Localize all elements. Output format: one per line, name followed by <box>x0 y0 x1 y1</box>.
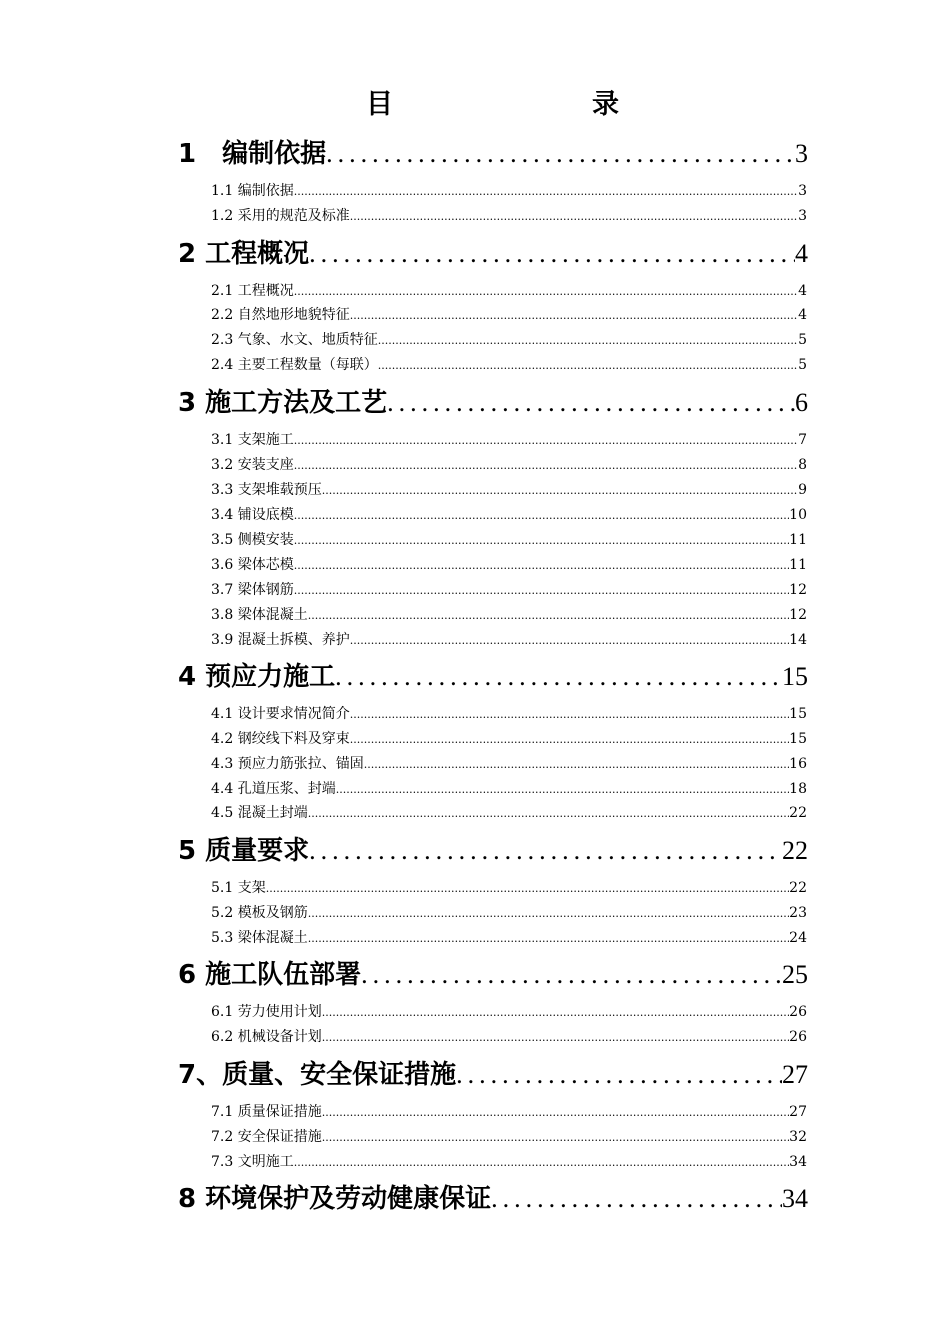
toc-entry-label: 2.3 气象、水文、地质特征 <box>211 332 378 348</box>
toc-entry-3-9[interactable] <box>211 630 807 650</box>
toc-leader-dots <box>456 1057 782 1093</box>
toc-entry-label: 3.6 梁体芯模 <box>211 557 294 573</box>
toc-leader-dots <box>350 705 789 725</box>
toc-leader-dots <box>322 1028 789 1048</box>
toc-entry-3-2[interactable] <box>211 455 807 475</box>
toc-entry-label: 3.8 梁体混凝土 <box>211 607 308 623</box>
toc-leader-dots <box>294 456 798 476</box>
toc-entry-1-2[interactable] <box>211 206 807 226</box>
toc-page-number: 12 <box>789 607 807 623</box>
toc-page-number: 25 <box>782 960 808 989</box>
toc-leader-dots <box>378 356 798 376</box>
toc-leader-dots <box>308 804 789 824</box>
toc-page-number: 11 <box>789 532 807 548</box>
toc-page-number: 6 <box>795 388 808 417</box>
toc-leader-dots <box>294 556 789 576</box>
toc-title-char-2: 录 <box>592 89 619 120</box>
toc-entry-4-4[interactable] <box>211 779 807 799</box>
toc-page-number: 15 <box>789 731 807 747</box>
toc-leader-dots <box>294 531 789 551</box>
toc-entry-label: 4.5 混凝土封端 <box>211 805 308 821</box>
toc-page-number: 4 <box>798 283 807 299</box>
toc-chapter-4[interactable] <box>178 659 808 695</box>
toc-entry-label: 2.1 工程概况 <box>211 283 294 299</box>
toc-entry-label: 7.1 质量保证措施 <box>211 1104 322 1120</box>
toc-page-number: 10 <box>789 507 807 523</box>
toc-page-number: 5 <box>798 332 807 348</box>
toc-leader-dots <box>322 481 798 501</box>
toc-page-number: 18 <box>789 781 807 797</box>
toc-entry-label: 4.3 预应力筋张拉、锚固 <box>211 756 364 772</box>
toc-page-number: 4 <box>795 239 808 268</box>
toc-chapter-2[interactable] <box>178 236 808 272</box>
toc-page-number: 22 <box>789 805 807 821</box>
toc-entry-label: 7.2 安全保证措施 <box>211 1129 322 1145</box>
toc-page-number: 9 <box>798 482 807 498</box>
toc-entry-label: 4.2 钢绞线下料及穿束 <box>211 731 350 747</box>
toc-chapter-label: 1 编制依据 <box>178 139 327 169</box>
toc-leader-dots <box>294 282 798 302</box>
toc-chapter-label: 3 施工方法及工艺 <box>178 388 388 418</box>
toc-page-number: 34 <box>789 1154 807 1170</box>
toc-chapter-5[interactable] <box>178 833 808 869</box>
toc-leader-dots <box>322 1003 789 1023</box>
toc-page-number: 3 <box>795 139 808 168</box>
toc-entry-6-1[interactable] <box>211 1002 807 1022</box>
toc-entry-label: 4.4 孔道压浆、封端 <box>211 781 336 797</box>
toc-page-number: 12 <box>789 582 807 598</box>
toc-leader-dots <box>309 833 782 869</box>
toc-entry-1-1[interactable] <box>211 181 807 201</box>
toc-title-char-1: 目 <box>366 89 393 120</box>
toc-leader-dots <box>322 1103 789 1123</box>
toc-page-number: 5 <box>798 357 807 373</box>
toc-page-number: 15 <box>789 706 807 722</box>
toc-entry-5-1[interactable] <box>211 878 807 898</box>
toc-entry-3-4[interactable] <box>211 505 807 525</box>
toc-leader-dots <box>294 506 789 526</box>
toc-entry-3-7[interactable] <box>211 580 807 600</box>
toc-chapter-6[interactable] <box>178 957 808 993</box>
toc-leader-dots <box>361 957 782 993</box>
toc-chapter-7[interactable] <box>178 1057 808 1093</box>
toc-chapter-label: 4 预应力施工 <box>178 662 336 692</box>
toc-entry-label: 2.4 主要工程数量（每联） <box>211 357 378 373</box>
toc-entry-label: 1.2 采用的规范及标准 <box>211 208 350 224</box>
toc-page-number: 16 <box>789 756 807 772</box>
toc-leader-dots <box>491 1181 782 1217</box>
toc-chapter-label: 6 施工队伍部署 <box>178 960 362 990</box>
toc-entry-3-1[interactable] <box>211 430 807 450</box>
toc-page-number: 11 <box>789 557 807 573</box>
toc-page-number: 32 <box>789 1129 807 1145</box>
toc-leader-dots <box>387 385 795 421</box>
toc-entry-label: 3.2 安装支座 <box>211 457 294 473</box>
toc-entry-7-1[interactable] <box>211 1102 807 1122</box>
toc-page-number: 15 <box>782 662 808 691</box>
toc-page-number: 27 <box>782 1060 808 1089</box>
toc-page-number: 27 <box>789 1104 807 1120</box>
toc-entry-label: 4.1 设计要求情况简介 <box>211 706 350 722</box>
toc-leader-dots <box>294 431 798 451</box>
toc-page-number: 14 <box>789 632 807 648</box>
toc-entry-label: 2.2 自然地形地貌特征 <box>211 307 350 323</box>
toc-page-number: 8 <box>798 457 807 473</box>
toc-chapter-8[interactable] <box>178 1181 808 1217</box>
toc-entry-label: 5.1 支架 <box>211 880 266 896</box>
toc-leader-dots <box>350 730 789 750</box>
toc-page-number: 26 <box>789 1004 807 1020</box>
toc-page-number: 24 <box>789 930 807 946</box>
toc-leader-dots <box>309 236 795 272</box>
toc-page-number: 4 <box>798 307 807 323</box>
toc-entry-label: 3.5 侧模安装 <box>211 532 294 548</box>
toc-entry-label: 3.9 混凝土拆模、养护 <box>211 632 350 648</box>
toc-leader-dots <box>350 306 798 326</box>
toc-leader-dots <box>308 606 789 626</box>
toc-chapter-1[interactable] <box>178 136 808 172</box>
toc-entry-label: 3.3 支架堆载预压 <box>211 482 322 498</box>
toc-leader-dots <box>326 136 795 172</box>
toc-leader-dots <box>378 331 798 351</box>
toc-entry-label: 3.4 铺设底模 <box>211 507 294 523</box>
toc-entry-label: 7.3 文明施工 <box>211 1154 294 1170</box>
toc-entry-4-1[interactable] <box>211 704 807 724</box>
toc-page-number: 22 <box>789 880 807 896</box>
toc-entry-4-2[interactable] <box>211 729 807 749</box>
toc-leader-dots <box>308 904 789 924</box>
toc-entry-3-3[interactable] <box>211 480 807 500</box>
toc-entry-3-6[interactable] <box>211 555 807 575</box>
toc-chapter-label: 8 环境保护及劳动健康保证 <box>178 1184 492 1214</box>
toc-entry-label: 6.2 机械设备计划 <box>211 1029 322 1045</box>
toc-entry-label: 1.1 编制依据 <box>211 183 294 199</box>
toc-leader-dots <box>308 929 789 949</box>
toc-page-number: 22 <box>782 836 808 865</box>
toc-leader-dots <box>335 659 782 695</box>
toc-entry-2-1[interactable] <box>211 281 807 301</box>
toc-entry-label: 5.3 梁体混凝土 <box>211 930 308 946</box>
toc-chapter-label: 5 质量要求 <box>178 836 310 866</box>
toc-entry-3-8[interactable] <box>211 605 807 625</box>
toc-leader-dots <box>294 182 798 202</box>
toc-entry-3-5[interactable] <box>211 530 807 550</box>
toc-entry-6-2[interactable] <box>211 1027 807 1047</box>
toc-entry-label: 5.2 模板及钢筋 <box>211 905 308 921</box>
toc-leader-dots <box>322 1128 789 1148</box>
toc-page-number: 7 <box>798 432 807 448</box>
toc-leader-dots <box>266 879 789 899</box>
toc-entry-2-2[interactable] <box>211 305 807 325</box>
toc-title <box>0 88 950 122</box>
toc-leader-dots <box>350 207 798 227</box>
toc-chapter-label: 2 工程概况 <box>178 239 310 269</box>
toc-chapter-3[interactable] <box>178 385 808 421</box>
toc-page-number: 3 <box>798 208 807 224</box>
toc-page-number: 34 <box>782 1184 808 1213</box>
toc-chapter-label: 7、质量、安全保证措施 <box>178 1060 457 1090</box>
toc-entry-5-3[interactable] <box>211 928 807 948</box>
toc-leader-dots <box>294 581 789 601</box>
toc-entry-5-2[interactable] <box>211 903 807 923</box>
toc-leader-dots <box>336 780 789 800</box>
toc-entry-7-3[interactable] <box>211 1152 807 1172</box>
toc-leader-dots <box>350 631 789 651</box>
toc-entry-4-5[interactable] <box>211 803 807 823</box>
toc-entry-label: 3.7 梁体钢筋 <box>211 582 294 598</box>
toc-entry-label: 3.1 支架施工 <box>211 432 294 448</box>
toc-leader-dots <box>364 755 789 775</box>
toc-entry-4-3[interactable] <box>211 754 807 774</box>
toc-entry-2-4[interactable] <box>211 355 807 375</box>
toc-entry-label: 6.1 劳力使用计划 <box>211 1004 322 1020</box>
toc-page-number: 3 <box>798 183 807 199</box>
toc-leader-dots <box>294 1153 789 1173</box>
toc-page-number: 26 <box>789 1029 807 1045</box>
toc-entry-7-2[interactable] <box>211 1127 807 1147</box>
toc-page-number: 23 <box>789 905 807 921</box>
toc-entry-2-3[interactable] <box>211 330 807 350</box>
